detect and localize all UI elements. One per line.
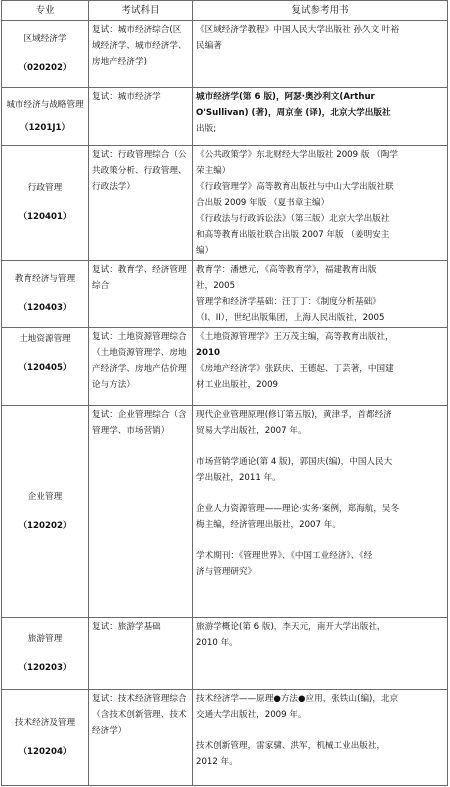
book-line: 2010 年。 [196, 638, 238, 648]
paragraph-gap [196, 723, 444, 738]
major-code: （1201J1） [19, 122, 71, 133]
major-code: （120204） [18, 746, 72, 757]
major-name: 教育经济与管理 [14, 274, 76, 284]
book-line: 合出版 2009 年版 （夏书章主编） [196, 198, 330, 208]
subject-line: （土地资源管理学、房地 [92, 348, 187, 358]
subject-line: 共政策分析、行政管理、 [92, 166, 187, 176]
book-line: O'Sullivan) (著)，周京奎 (译)，北京大学出版社 [196, 108, 391, 118]
major-name: 企业管理 [27, 491, 63, 502]
book-line: 2012 年。 [196, 757, 238, 767]
book-line: 《区域经济学教程》中国人民大学出版社 孙久文 叶裕 [196, 25, 400, 35]
books-cell [193, 690, 448, 786]
subject-line: 复试：土地资源管理综合 [92, 332, 187, 342]
book-line: 《行政管理学》高等教育出版社与中山大学出版社联 [196, 182, 394, 192]
table-row [2, 328, 448, 406]
books-cell [193, 261, 448, 328]
books-cell [193, 618, 448, 690]
major-name: 技术经济及管理 [14, 717, 76, 728]
major-name: 旅游管理 [27, 633, 63, 644]
paragraph-gap [196, 439, 444, 454]
subject-line: 管理学、市场营销） [92, 426, 170, 436]
major-code: （020202） [18, 63, 72, 73]
major-cell [2, 21, 89, 88]
major-code: （120203） [18, 662, 72, 673]
major-cell [2, 261, 89, 328]
book-line: 2010 [196, 348, 220, 358]
book-line: 企业人力资源管理——理论·实务·案例，郑海航，吴冬 [196, 504, 400, 514]
book-line: 《公共政策学》东北财经大学出版社 2009 版 （陶学 [196, 150, 398, 160]
book-line: 和高等教育出版社联合出版 2007 年版 （姜明安主 [196, 230, 390, 240]
book-line: 教育学：潘懋元，《高等教育学》，福建教育出版 [196, 265, 377, 275]
paragraph-gap [196, 486, 444, 501]
subject-line: 复试：行政管理综合（公 [92, 150, 187, 160]
book-line: 技术创新管理，雷家骕、洪军，机械工业出版社， [196, 741, 386, 751]
subject-cell [89, 328, 193, 406]
book-line: 济与管理研究》 [196, 567, 257, 577]
book-line: 荣主编） [196, 166, 231, 176]
book-line: 梅主编，经济管理出版社，2007 年。 [196, 520, 341, 530]
book-line: 《房地产经济学》张跃庆、王德起、丁芸著，中国建 [196, 364, 394, 374]
header-subject: 考试科目 [89, 1, 193, 21]
book-line: 旅游学概论(第 6 版)，李天元，南开大学出版社， [196, 622, 386, 632]
subject-line: 综合 [92, 281, 110, 291]
book-line: 贸易大学出版社，2007 年。 [196, 426, 307, 436]
subject-cell [89, 690, 193, 786]
subject-cell [89, 261, 193, 328]
paragraph-gap [196, 533, 444, 548]
subject-line: 复试：城市经济综合(区 [92, 25, 182, 35]
exam-reference-table [1, 0, 448, 786]
major-name: 行政管理 [27, 183, 63, 193]
books-cell [193, 328, 448, 406]
books-cell [193, 406, 448, 618]
subject-line: （含技术创新管理、技术 [92, 710, 187, 720]
major-cell [2, 618, 89, 690]
subject-line: 复试：旅游学基础 [92, 622, 161, 632]
books-cell [193, 88, 448, 146]
book-line: （I、II），世纪出版集团，上海人民出版社，2005 [196, 313, 385, 323]
major-name: 城市经济与战略管理 [6, 99, 84, 110]
book-line: 现代企业管理原理(修订第五版)，黄津孚，首都经济 [196, 410, 392, 420]
book-line: 技术经济学——原理●方法●应用，张铁山(编)，北京 [196, 694, 399, 704]
subject-cell [89, 406, 193, 618]
subject-cell [89, 618, 193, 690]
subject-line: 复试：企业管理综合（含 [92, 410, 187, 420]
book-line: 学术期刊：《管理世界》、《中国工业经济》、《经 [196, 551, 373, 561]
table-row [2, 21, 448, 88]
book-line: 民编著 [196, 41, 222, 51]
book-line: 编） [196, 246, 214, 256]
table-row [2, 146, 448, 261]
major-name: 土地资源管理 [19, 334, 71, 344]
subject-line: 经济学） [92, 726, 127, 736]
subject-cell [89, 146, 193, 261]
book-line: 管理学和经济学基础：汪丁丁：《制度分析基础》 [196, 297, 381, 307]
major-code: （120401） [18, 212, 72, 222]
book-line: 材工业出版社，2009 [196, 380, 279, 390]
table-row [2, 690, 448, 786]
table-header-row [2, 1, 448, 21]
major-cell [2, 146, 89, 261]
book-line: 交通大学出版社，2009 年。 [196, 710, 307, 720]
book-line: 《行政法与行政诉讼法》（第三版）北京大学出版社 [196, 214, 390, 224]
table-row [2, 618, 448, 690]
book-line: 学出版社，2011 年。 [196, 473, 281, 483]
table-row [2, 88, 448, 146]
table-row [2, 406, 448, 618]
major-cell [2, 88, 89, 146]
major-code: （120202） [18, 520, 72, 531]
book-line: 城市经济学(第 6 版)，阿瑟·奥沙利文(Arthur [196, 92, 375, 102]
major-name: 区域经济学 [23, 34, 67, 44]
major-code: （120405） [18, 363, 72, 373]
major-cell [2, 406, 89, 618]
book-line: 社，2005 [196, 281, 236, 291]
header-major: 专业 [2, 1, 89, 21]
subject-line: 房地产经济学) [92, 57, 147, 67]
subject-line: 域经济学、城市经济学、 [92, 41, 187, 51]
major-cell [2, 690, 89, 786]
book-line: 市场营销学通论(第 4 版)，郭国庆(编)，中国人民大 [196, 457, 393, 467]
subject-cell [89, 88, 193, 146]
subject-line: 行政法学） [92, 182, 135, 192]
subject-line: 复试：城市经济学 [92, 92, 161, 102]
table-row [2, 261, 448, 328]
header-books: 复试参考用书 [193, 1, 448, 21]
major-cell [2, 328, 89, 406]
books-cell [193, 21, 448, 88]
books-cell [193, 146, 448, 261]
subject-line: 复试：技术经济管理综合 [92, 694, 187, 704]
subject-line: 论与方法） [92, 380, 135, 390]
subject-line: 复试：教育学、经济管理 [92, 265, 187, 275]
book-line: 《土地资源管理学》王万茂主编，高等教育出版社， [196, 332, 394, 342]
major-code: （120403） [18, 303, 72, 313]
book-line: 出版; [196, 124, 217, 134]
subject-line: 产经济学、房地产估价理 [92, 364, 187, 374]
subject-cell [89, 21, 193, 88]
